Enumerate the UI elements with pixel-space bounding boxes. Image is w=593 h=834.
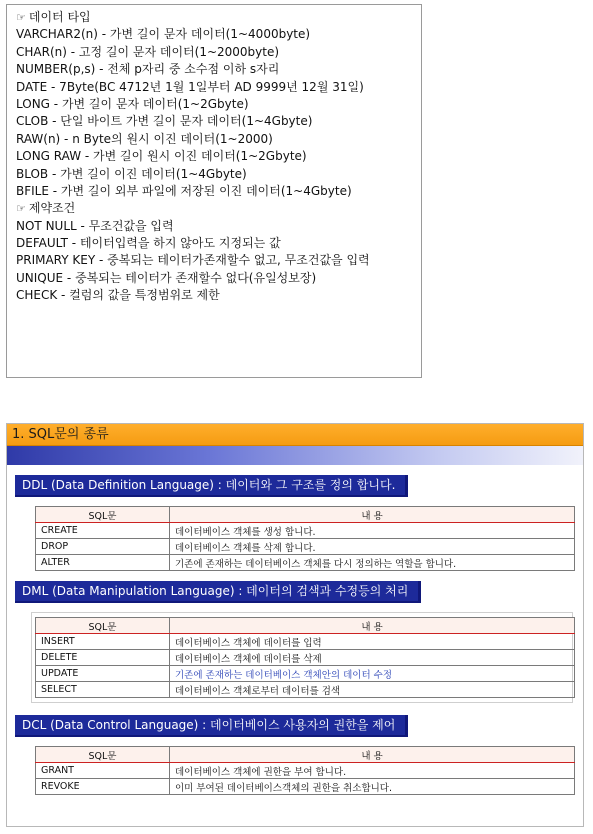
note-line: BLOB - 가변 길이 이진 데이터(1~4Gbyte) [16, 166, 247, 181]
dcl-table [35, 746, 575, 795]
dcl-heading: DCL (Data Control Language) : 데이터베이스 사용자의 권한을 제어 [15, 715, 408, 737]
note-line: DEFAULT - 테이터입력을 하지 않아도 지정되는 값 [16, 236, 281, 251]
sql-command: GRANT [36, 763, 170, 779]
gradient-divider [7, 446, 583, 465]
note-line: BFILE - 가변 길이 외부 파일에 저장된 이진 데이터(1~4Gbyte) [16, 183, 352, 198]
sql-command: INSERT [36, 634, 170, 650]
note-line: RAW(n) - n Byte의 원시 이진 데이터(1~2000) [16, 131, 273, 146]
sql-command: REVOKE [36, 779, 170, 795]
sql-description: 데이터베이스 객체를 생성 합니다. [170, 523, 575, 539]
table-header-row [36, 747, 575, 763]
note-line [16, 200, 421, 217]
sql-description: 데이터베이스 객체로부터 데이터를 검색 [170, 682, 575, 698]
table-row [36, 634, 575, 650]
sql-command: SELECT [36, 682, 170, 698]
sql-description: 데이터베이스 객체를 삭제 합니다. [170, 539, 575, 555]
table-row [36, 539, 575, 555]
table-row [36, 682, 575, 698]
dml-heading: DML (Data Manipulation Language) : 데이터의 검색과 수정등의 처리 [15, 581, 421, 603]
col-sql-header: SQL문 [36, 747, 170, 763]
table-header-row [36, 507, 575, 523]
note-line: NOT NULL - 무조건값을 입력 [16, 218, 174, 233]
note-line: LONG - 가변 길이 문자 데이터(1~2Gbyte) [16, 96, 249, 111]
sql-types-panel [6, 423, 584, 827]
sql-command: UPDATE [36, 666, 170, 682]
col-desc-header: 내 용 [170, 507, 575, 523]
pointing-hand-icon: ☞ [16, 11, 26, 24]
note-line [16, 9, 421, 26]
sql-command: DROP [36, 539, 170, 555]
sql-command: ALTER [36, 555, 170, 571]
col-sql-header: SQL문 [36, 507, 170, 523]
sql-description: 데이터베이스 객체에 권한을 부여 합니다. [170, 763, 575, 779]
table-row [36, 666, 575, 682]
note-line: NUMBER(p,s) - 전체 p자리 중 소수점 이하 s자리 [16, 62, 280, 77]
ddl-heading: DDL (Data Definition Language) : 데이터와 그 구조를 정의 합니다. [15, 475, 408, 497]
ddl-table [35, 506, 575, 571]
sql-description: 이미 부여된 데이터베이스객체의 권한을 취소합니다. [170, 779, 575, 795]
table-row [36, 763, 575, 779]
sql-description: 기존에 존재하는 데이터베이스 객체안의 데이터 수정 [170, 666, 575, 682]
table-row [36, 555, 575, 571]
col-desc-header: 내 용 [170, 618, 575, 634]
sql-description: 기존에 존재하는 데이터베이스 객체를 다시 정의하는 역할을 합니다. [170, 555, 575, 571]
sql-command: CREATE [36, 523, 170, 539]
note-line: CHECK - 컬럼의 값을 특정범위로 제한 [16, 288, 220, 303]
col-sql-header: SQL문 [36, 618, 170, 634]
table-row [36, 779, 575, 795]
dml-table-frame [31, 612, 573, 703]
sql-description: 데이터베이스 객체에 데이터를 삭제 [170, 650, 575, 666]
panel-title: 1. SQL문의 종류 [7, 424, 583, 446]
table-row [36, 523, 575, 539]
note-heading: 데이터 타입 [28, 10, 91, 24]
note-line: CHAR(n) - 고정 길이 문자 데이터(1~2000byte) [16, 44, 280, 59]
dml-table [35, 617, 575, 698]
note-line: DATE - 7Byte(BC 4712년 1월 1일부터 AD 9999년 12월 31일) [16, 79, 364, 94]
note-heading: 제약조건 [28, 201, 76, 216]
note-line: LONG RAW - 가변 길이 원시 이진 데이터(1~2Gbyte) [16, 149, 307, 164]
table-header-row [36, 618, 575, 634]
sql-command: DELETE [36, 650, 170, 666]
data-types-notes [6, 4, 422, 378]
note-line: PRIMARY KEY - 중복되는 테이터가존재할수 없고, 무조건값을 입력 [16, 253, 370, 268]
pointing-hand-icon: ☞ [16, 202, 26, 216]
note-line: VARCHAR2(n) - 가변 길이 문자 데이터(1~4000byte) [16, 27, 311, 42]
note-line: UNIQUE - 중복되는 테이터가 존재할수 없다(유일성보장) [16, 270, 317, 285]
table-row [36, 650, 575, 666]
col-desc-header: 내 용 [170, 747, 575, 763]
sql-description: 데이터베이스 객체에 데이터를 입력 [170, 634, 575, 650]
note-line: CLOB - 단일 바이트 가변 길이 문자 데이터(1~4Gbyte) [16, 114, 313, 129]
